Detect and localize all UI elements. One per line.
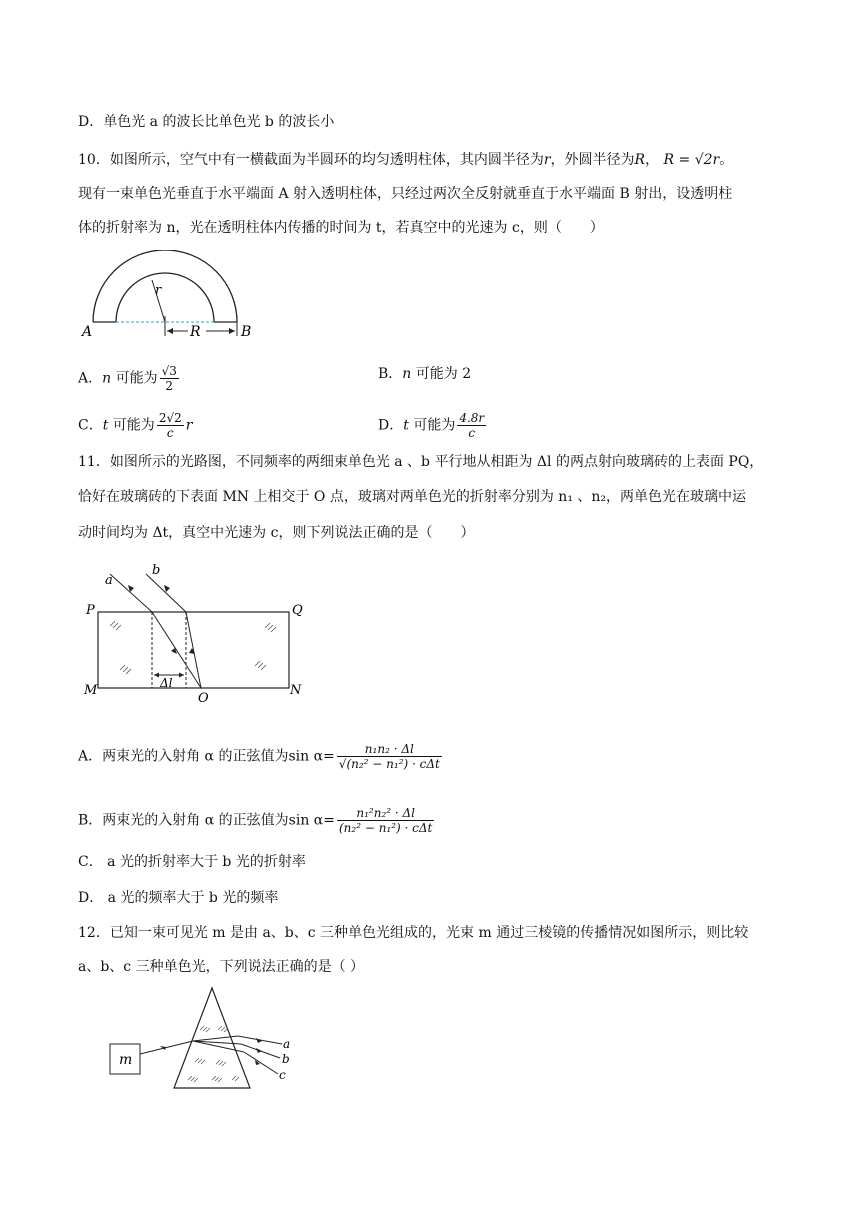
q9-option-d: D．单色光 a 的波长比单色光 b 的波长小 [78, 114, 335, 130]
q11-option-b-fraction: $\frac{\text{n₁²n₂² · Δl}}{\text{(n₂² − n₁²) · cΔt}}$ [338, 806, 433, 835]
q11-option-a[interactable]: A．两束光的入射角 α 的正弦值为sin α= $\frac{\text{n₁n₂ · Δl}}{\text{√(n₂² − n₁²) · cΔt}}$ [78, 742, 440, 771]
q12-label-a: a [283, 1037, 291, 1051]
q11-option-d[interactable]: D． a 光的频率大于 b 光的频率 [78, 890, 279, 906]
q11-label-a: a [105, 573, 113, 588]
q10-option-d[interactable]: D．t 可能为 $\frac{4.8r}{c}$ [378, 411, 485, 440]
q11-label-p: P [86, 603, 95, 618]
q11-label-o: O [198, 691, 209, 706]
q10-option-d-fraction: $\frac{4.8r}{c}$ [459, 411, 485, 440]
q11-label-n: N [290, 683, 302, 698]
q12-label-b: b [282, 1052, 290, 1066]
q10-option-c[interactable]: C．t 可能为 $\frac{2√2}{c}$ r [78, 411, 193, 440]
q12-stem-line2: a、b、c 三种单色光，下列说法正确的是（ ） [78, 959, 365, 975]
q11-stem-line2: 恰好在玻璃砖的下表面 MN 上相交于 O 点，玻璃对两单色光的折射率分别为 n₁ 、n₂，两单色光在玻璃中运 [78, 489, 747, 505]
q12-label-c: c [279, 1068, 286, 1082]
q11-glass-brick-figure [80, 560, 320, 706]
q10-label-r: r [155, 283, 162, 298]
q10-stem-line3: 体的折射率为 n，光在透明柱体内传播的时间为 t，若真空中的光速为 c，则（ ） [78, 220, 604, 236]
q11-label-m: M [84, 683, 98, 698]
q10-label-b: B [241, 324, 252, 340]
q10-stem-line1: 10．如图所示，空气中有一横截面为半圆环的均匀透明柱体，其内圆半径为r，外圆半径为R， R = √2r。 [78, 152, 734, 168]
q11-option-a-fraction: $\frac{\text{n₁n₂ · Δl}}{\text{√(n₂² − n₁²) · cΔt}}$ [338, 742, 440, 771]
q10-option-b[interactable]: B．n 可能为 2 [378, 366, 472, 382]
q12-prism-figure [100, 984, 320, 1096]
q11-stem-line3: 动时间均为 Δt，真空中光速为 c，则下列说法正确的是（ ） [78, 525, 475, 541]
q11-stem-line1: 11．如图所示的光路图，不同频率的两细束单色光 a 、b 平行地从相距为 Δl 的两点射向玻璃砖的上表面 PQ， [78, 454, 764, 470]
q11-label-b: b [152, 563, 161, 578]
q11-label-delta-l: Δl [160, 676, 173, 690]
q10-label-a: A [82, 324, 93, 340]
q12-stem-line1: 12．已知一束可见光 m 是由 a、b、c 三种单色光组成的，光束 m 通过三棱镜的传播情况如图所示，则比较 [78, 925, 749, 941]
q10-label-big-r: R [190, 324, 201, 340]
q10-option-a-fraction: $\frac{√3}{2}$ [161, 364, 177, 393]
q11-option-c[interactable]: C． a 光的折射率大于 b 光的折射率 [78, 854, 306, 870]
q11-label-q: Q [292, 603, 303, 618]
q10-option-a[interactable]: A．n 可能为 $\frac{√3}{2}$ [78, 364, 177, 393]
q10-stem-line2: 现有一束单色光垂直于水平端面 A 射入透明柱体，只经过两次全反射就垂直于水平端面 B 射出，设透明柱 [78, 186, 733, 202]
q12-label-m: m [119, 1052, 133, 1068]
q10-semicircular-ring-figure [80, 250, 260, 342]
q11-option-b[interactable]: B．两束光的入射角 α 的正弦值为sin α= $\frac{\text{n₁²n₂² · Δl}}{\text{(n₂² − n₁²) · cΔt}}$ [78, 806, 433, 835]
q10-option-c-fraction: $\frac{2√2}{c}$ [158, 411, 182, 440]
